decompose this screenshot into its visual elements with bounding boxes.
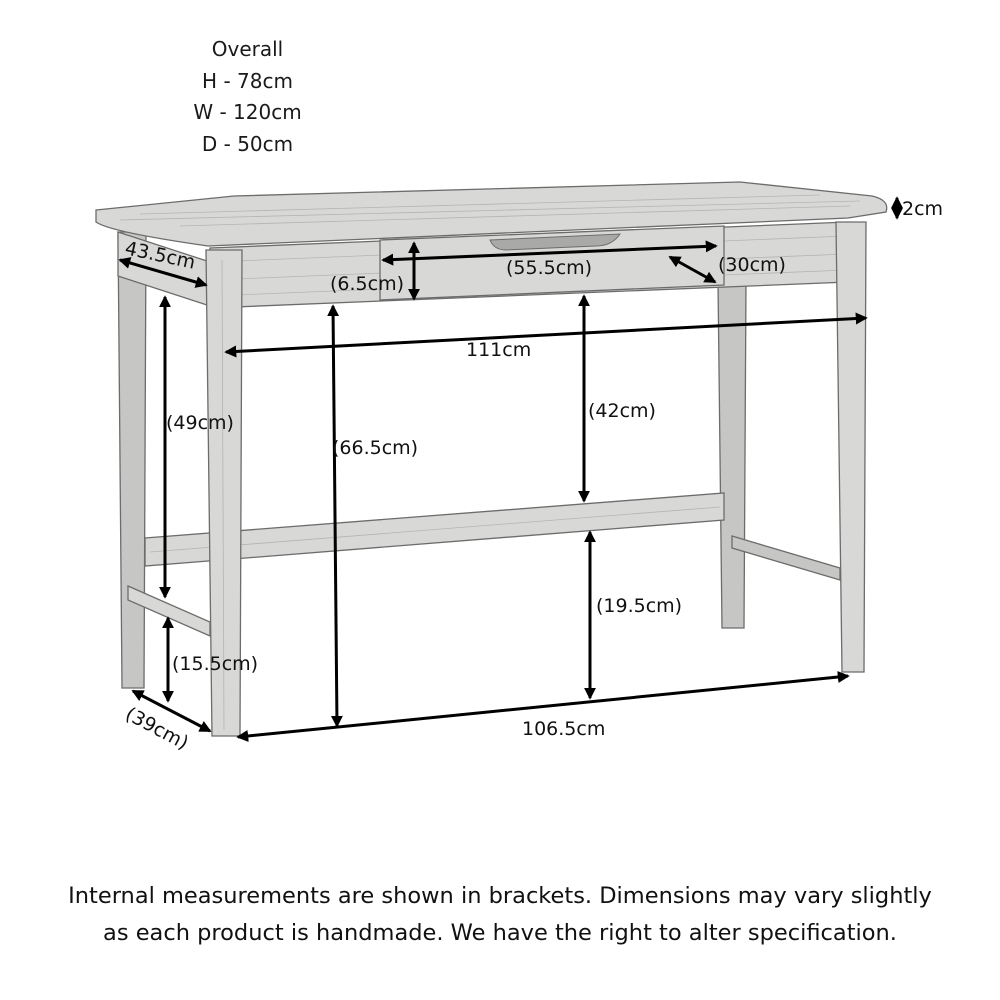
right-side-stretcher (732, 536, 840, 580)
overall-title: Overall (211, 37, 284, 61)
label-width-floor: 106.5cm (522, 718, 606, 740)
label-side-rail-height: (15.5cm) (172, 653, 259, 675)
footnote-line-1: Internal measurements are shown in brackets. Dimensions may vary slightly (68, 883, 932, 909)
back-left-leg (118, 232, 146, 688)
footnote-line-2: as each product is handmade. We have the right to alter specification. (103, 920, 897, 946)
label-drawer-depth: (30cm) (718, 254, 786, 276)
label-drawer-width: (55.5cm) (506, 257, 593, 279)
label-under-frame-height: (66.5cm) (332, 437, 419, 459)
width-top-arrow (226, 318, 866, 352)
overall-height: H - 78cm (202, 68, 293, 93)
under-frame-height-arrow (333, 306, 337, 726)
label-knee-height: (42cm) (588, 400, 656, 422)
label-side-leg-height: (49cm) (166, 412, 234, 434)
label-drawer-height: (6.5cm) (330, 273, 404, 295)
overall-width: W - 120cm (193, 100, 302, 124)
label-top-depth: 43.5cm (122, 237, 198, 274)
label-stretcher-height: (19.5cm) (596, 595, 683, 617)
back-right-leg (718, 282, 746, 628)
front-right-leg (836, 222, 866, 672)
footnote (0, 878, 1000, 952)
overall-depth: D - 50cm (201, 131, 294, 156)
label-top-thickness: 2cm (902, 198, 944, 220)
label-depth-legs: (39cm) (121, 702, 192, 755)
label-width-top: 111cm (466, 339, 532, 361)
